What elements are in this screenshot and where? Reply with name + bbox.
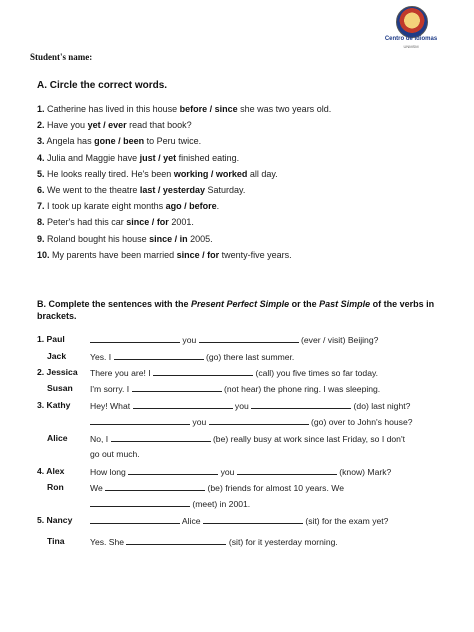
logo-subtitle: UNMSM [403,44,419,49]
logo-name: Centro de Idiomas [384,36,438,42]
answer-blank[interactable] [153,367,253,376]
answer-blank[interactable] [128,466,218,475]
question-item [37,153,331,169]
question-number: 4. [37,152,45,163]
question-item [37,217,331,233]
question-text: Roland bought his house [47,233,150,244]
answer-blank[interactable] [111,433,211,442]
question-text: to Peru twice. [144,136,202,147]
answer-blank[interactable] [126,536,226,545]
question-item [37,234,331,250]
question-number: 10. [37,249,50,260]
question-text: Have you [47,120,88,131]
question-item [37,169,331,185]
seal-icon [396,6,428,38]
answer-blank[interactable] [209,416,309,425]
answer-options[interactable]: since / in [149,233,188,244]
answer-blank[interactable] [105,482,205,491]
answer-blank[interactable] [90,334,180,343]
answer-blank[interactable] [203,515,303,524]
question-text: Saturday. [204,184,246,195]
question-text: Peter's had this car [47,217,127,228]
section-b-title: B. Complete the sentences with the Present Perfect Simple or the Past Simple of the verbs in brackets. [37,299,435,321]
answer-blank[interactable] [114,351,204,360]
institution-logo [378,6,444,52]
answer-options[interactable]: before / since [179,104,238,114]
question-item [37,250,331,266]
question-text: 2001. [168,217,194,228]
answer-options[interactable]: since / for [176,249,220,260]
question-item [37,201,331,217]
answer-blank[interactable] [90,416,190,425]
answer-options[interactable]: yet / ever [87,120,127,131]
answer-options[interactable]: since / for [126,217,169,228]
question-text: read that book? [126,120,192,131]
question-text: He looks really tired. He's been [47,168,174,179]
answer-options[interactable]: working / worked [173,168,248,179]
answer-options[interactable]: just / yet [139,152,177,163]
question-item [37,185,331,201]
answer-blank[interactable] [251,400,351,409]
question-item [37,136,331,152]
question-text: 2005. [187,233,213,244]
question-number: 2. [37,120,45,131]
question-text: Julia and Maggie have [47,152,140,163]
question-number: 7. [37,201,45,212]
answer-options[interactable]: last / yesterday [139,184,205,195]
answer-blank[interactable] [133,400,233,409]
question-text: We went to the theatre [47,184,140,195]
answer-options[interactable]: gone / been [94,136,145,147]
section-a-title: A. Circle the correct words. [37,80,168,91]
question-text: finished eating. [176,152,240,163]
answer-blank[interactable] [132,383,222,392]
question-number: 8. [37,217,45,228]
question-number: 6. [37,184,45,195]
question-number: 9. [37,233,45,244]
question-text: twenty-five years. [219,249,292,260]
question-text: My parents have been married [52,249,177,260]
question-text: she was two years old. [237,104,332,114]
answer-options[interactable]: ago / before [165,201,217,212]
question-text: I took up karate eight months [47,201,166,212]
answer-blank[interactable] [90,498,190,507]
question-text: . [216,201,220,212]
question-number: 1. [37,104,45,114]
answer-blank[interactable] [90,515,180,524]
question-text: Angela has [46,136,95,147]
question-number: 3. [37,136,45,147]
answer-blank[interactable] [237,466,337,475]
question-number: 5. [37,168,45,179]
answer-blank[interactable] [199,334,299,343]
question-item [37,120,331,136]
question-item [37,104,331,120]
question-text: all day. [247,168,278,179]
question-text: Catherine has lived in this house [47,104,180,114]
section-a-list [37,104,331,266]
student-name-label: Student's name: [30,52,93,62]
